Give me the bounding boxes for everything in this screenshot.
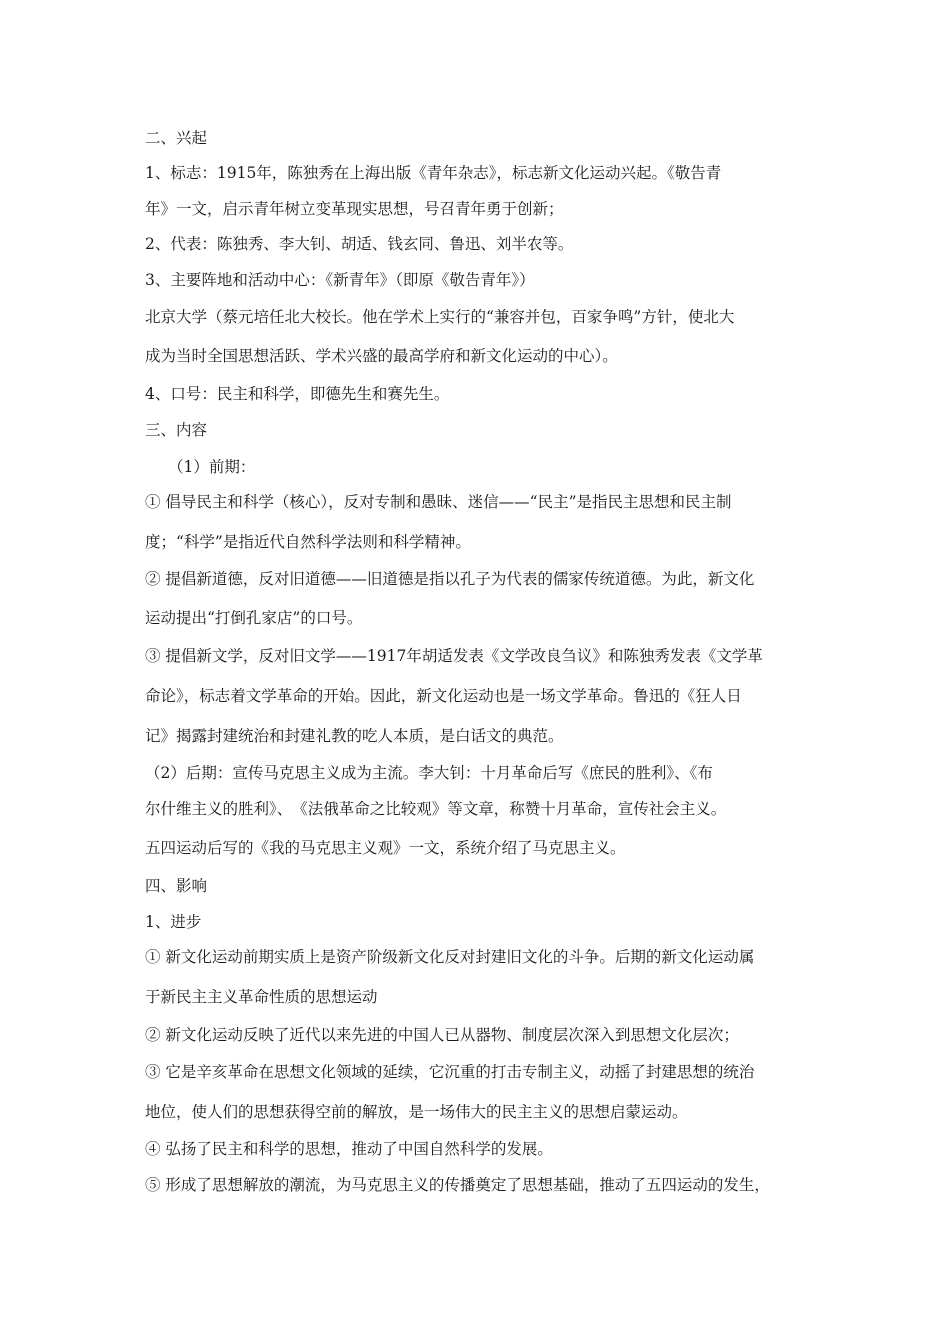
text-line: ① 倡导民主和科学（核心），反对专制和愚昧、迷信——“民主”是指民主思想和民主制: [145, 493, 732, 511]
heading-influence: 四、影响: [145, 877, 208, 895]
heading-content: 三、内容: [145, 421, 208, 439]
text-line: ③ 它是辛亥革命在思想文化领域的延续，它沉重的打击专制主义，动摇了封建思想的统治: [145, 1063, 755, 1081]
subheading-late: （2）后期：宣传马克思主义成为主流。李大钊：十月革命后写《庶民的胜利》、《布: [145, 764, 713, 782]
text-line: 五四运动后写的《我的马克思主义观》一文，系统介绍了马克思主义。: [145, 839, 626, 857]
text-line: ④ 弘扬了民主和科学的思想，推动了中国自然科学的发展。: [145, 1140, 553, 1158]
text-line: ③ 提倡新文学，反对旧文学——1917年胡适发表《文学改良刍议》和陈独秀发表《文学革: [145, 647, 763, 665]
text-line: 年》一文，启示青年树立变革现实思想，号召青年勇于创新；: [145, 200, 564, 218]
text-line: 4、口号：民主和科学，即德先生和赛先生。: [145, 385, 450, 403]
text-line: ② 提倡新道德，反对旧道德——旧道德是指以孔子为代表的儒家传统道德。为此，新文化: [145, 570, 755, 588]
text-line: 命论》，标志着文学革命的开始。因此，新文化运动也是一场文学革命。鲁迅的《狂人日: [145, 687, 742, 705]
text-line: 尔什维主义的胜利》、 《法俄革命之比较观》等文章，称赞十月革命，宣传社会主义。: [145, 800, 727, 818]
text-line: ② 新文化运动反映了近代以来先进的中国人已从器物、制度层次深入到思想文化层次；: [145, 1026, 739, 1044]
text-line: 3、主要阵地和活动中心：《新青年》（即原《敬告青年》）: [145, 271, 535, 289]
subheading-progress: 1、进步: [145, 913, 202, 931]
text-line: 记》揭露封建统治和封建礼教的吃人本质，是白话文的典范。: [145, 727, 564, 745]
text-line: 2、代表：陈独秀、李大钊、胡适、钱玄同、鲁迅、刘半农等。: [145, 235, 574, 253]
text-line: 于新民主主义革命性质的思想运动: [145, 988, 378, 1006]
text-line: ⑤ 形成了思想解放的潮流，为马克思主义的传播奠定了思想基础，推动了五四运动的发生，: [145, 1176, 770, 1194]
text-line: 1、标志：1915年，陈独秀在上海出版《青年杂志》，标志新文化运动兴起。《敬告青: [145, 164, 722, 182]
text-line: 北京大学（蔡元培任北大校长。他在学术上实行的“兼容并包，百家争鸣”方针，使北大: [145, 308, 735, 326]
text-line: 运动提出“打倒孔家店”的口号。: [145, 609, 363, 627]
text-line: 度；“科学”是指近代自然科学法则和科学精神。: [145, 533, 471, 551]
text-line: ① 新文化运动前期实质上是资产阶级新文化反对封建旧文化的斗争。后期的新文化运动属: [145, 948, 755, 966]
text-line: 成为当时全国思想活跃、学术兴盛的最高学府和新文化运动的中心）。: [145, 347, 618, 365]
subheading-early: （1）前期：: [168, 458, 256, 476]
heading-rise: 二、兴起: [145, 129, 208, 147]
text-line: 地位，使人们的思想获得空前的解放，是一场伟大的民主主义的思想启蒙运动。: [145, 1103, 688, 1121]
